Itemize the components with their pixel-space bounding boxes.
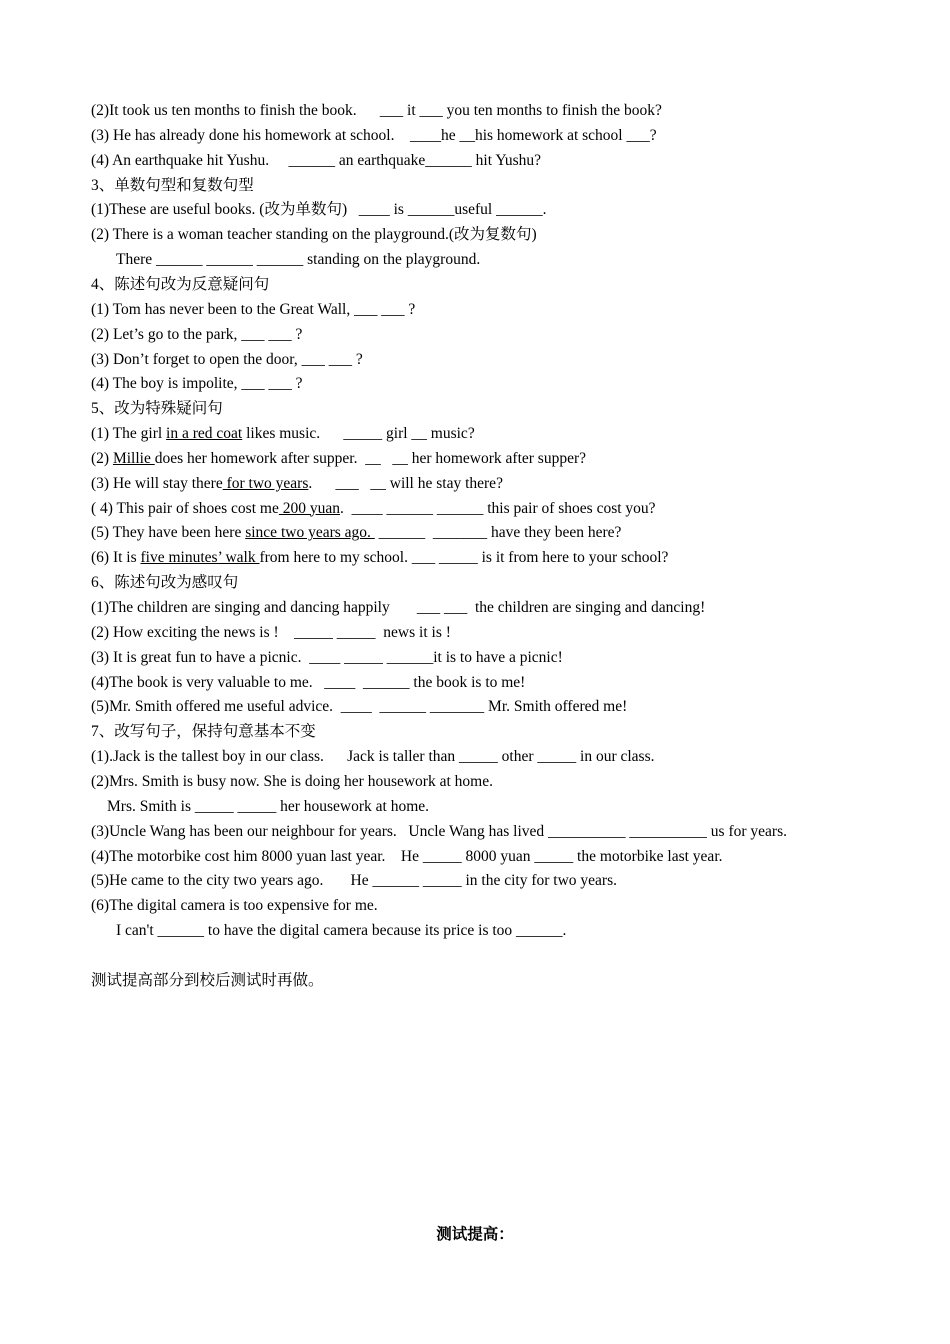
worksheet-line [91, 198, 546, 223]
line-text: (5) They have been here [91, 524, 246, 542]
worksheet-line [91, 720, 316, 745]
line-text: (5)He came to the city two years ago. He ______ _____ in the city for two years. [91, 872, 617, 890]
underlined-text: since two years ago. [245, 524, 375, 542]
worksheet-line [91, 596, 705, 621]
underlined-text: in a red coat [166, 425, 243, 443]
worksheet-line [91, 323, 302, 348]
worksheet-line [91, 174, 254, 199]
section-title: 测试提高： [436, 1226, 514, 1243]
underlined-text: for two years [222, 474, 309, 492]
worksheet-line [91, 273, 269, 298]
line-text: (3)Uncle Wang has been our neighbour for years. Uncle Wang has lived __________ __________ us for years. [91, 822, 787, 840]
line-text: (1) The girl [91, 425, 167, 443]
worksheet-line [91, 497, 656, 522]
line-text: 测试提高部分到校后测试时再做。 [91, 971, 324, 989]
worksheet-line [91, 447, 586, 472]
line-text: (1)These are useful books. (改为单数句) ____ is ______useful ______. [91, 201, 547, 219]
worksheet-line [91, 99, 662, 124]
worksheet-line [91, 646, 563, 671]
line-text: (3) Don’t forget to open the door, ___ ___ ? [91, 350, 363, 368]
worksheet-line [91, 298, 415, 323]
line-text: ______ _______ have they been here? [374, 524, 622, 542]
line-text: 5、改为特殊疑问句 [91, 400, 223, 418]
worksheet-line [91, 820, 787, 845]
line-text: (4)The motorbike cost him 8000 yuan last year. He _____ 8000 yuan _____ the motorbike last year. [91, 847, 723, 865]
line-text: (2)Mrs. Smith is busy now. She is doing her housework at home. [91, 772, 493, 790]
line-text: (1).Jack is the tallest boy in our class. Jack is taller than _____ other _____ in our class. [91, 748, 655, 766]
worksheet-line [91, 770, 493, 795]
line-text: Mrs. Smith is _____ _____ her housework at home. [107, 797, 430, 815]
worksheet-line [91, 546, 668, 571]
worksheet-line [91, 521, 621, 546]
line-text: (3) He will stay there [91, 474, 223, 492]
line-text: (3) It is great fun to have a picnic. ____ _____ ______it is to have a picnic! [91, 648, 563, 666]
worksheet-line [91, 869, 617, 894]
line-text: (1) Tom has never been to the Great Wall, ___ ___ ? [91, 300, 416, 318]
line-text: (6)The digital camera is too expensive for me. [91, 897, 378, 915]
line-text: ( 4) This pair of shoes cost me [91, 499, 279, 517]
line-text: . ___ __ will he stay there? [308, 474, 503, 492]
worksheet-line [91, 745, 654, 770]
underlined-text: five minutes’ walk [140, 549, 260, 567]
worksheet-line [91, 149, 541, 174]
worksheet-line [91, 621, 451, 646]
worksheet-line [91, 969, 324, 994]
line-text: does her homework after supper. __ __ her homework after supper? [154, 449, 586, 467]
worksheet-line [91, 671, 525, 696]
worksheet-line [116, 248, 480, 273]
underlined-text: Millie [112, 449, 155, 467]
worksheet-line [91, 124, 657, 149]
line-text: I can't ______ to have the digital camera because its price is too ______. [116, 922, 567, 940]
worksheet-line [91, 472, 503, 497]
worksheet-line [91, 571, 238, 596]
line-text: There ______ ______ ______ standing on the playground. [116, 251, 481, 269]
line-text: (4) An earthquake hit Yushu. ______ an earthquake______ hit Yushu? [91, 151, 541, 169]
line-text: (3) He has already done his homework at school. ____he __his homework at school ___? [91, 126, 657, 144]
line-text: (2) Let’s go to the park, ___ ___ ? [91, 325, 303, 343]
worksheet-line [91, 845, 723, 870]
line-text: . ____ ______ ______ this pair of shoes cost you? [339, 499, 656, 517]
line-text: 3、单数句型和复数句型 [91, 176, 254, 194]
line-text: (2) [91, 449, 113, 467]
line-text: (5)Mr. Smith offered me useful advice. ____ ______ _______ Mr. Smith offered me! [91, 698, 628, 716]
line-text: from here to my school. ___ _____ is it from here to your school? [259, 549, 669, 567]
line-text: 4、陈述句改为反意疑问句 [91, 275, 270, 293]
line-text: 7、改写句子，保持句意基本不变 [91, 723, 316, 741]
worksheet-line [91, 894, 378, 919]
line-text: (6) It is [91, 549, 141, 567]
line-text: (4)The book is very valuable to me. ____ ______ the book is to me! [91, 673, 526, 691]
line-text: likes music. _____ girl __ music? [242, 425, 475, 443]
worksheet-line [91, 348, 363, 373]
line-text: 6、陈述句改为感叹句 [91, 574, 239, 592]
worksheet-line [91, 695, 627, 720]
line-text: (2)It took us ten months to finish the book. ___ it ___ you ten months to finish the book? [91, 102, 662, 119]
worksheet-line [91, 223, 537, 248]
worksheet-line [91, 372, 303, 397]
line-text: (4) The boy is impolite, ___ ___ ? [91, 375, 303, 393]
line-text: (1)The children are singing and dancing happily ___ ___ the children are singing and dancing! [91, 599, 706, 616]
worksheet-line [107, 795, 429, 820]
worksheet-line [116, 919, 566, 944]
worksheet-line [91, 422, 475, 447]
line-text: (2) How exciting the news is ! _____ _____ news it is ! [91, 623, 451, 641]
worksheet-line [91, 397, 223, 422]
underlined-text: 200 yuan [278, 499, 340, 517]
line-text: (2) There is a woman teacher standing on the playground.(改为复数句) [91, 226, 537, 244]
